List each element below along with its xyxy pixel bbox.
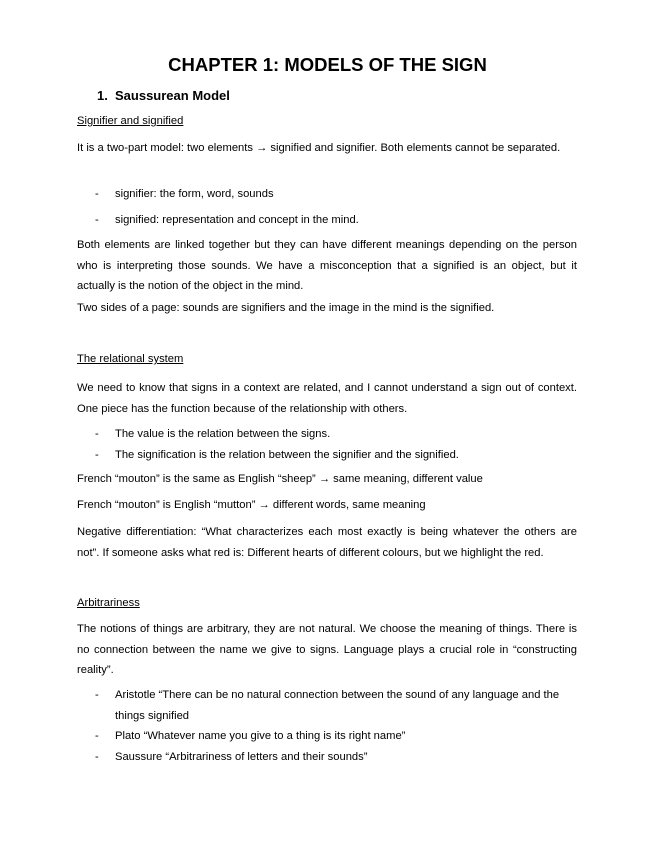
section-number: 1. xyxy=(97,88,108,103)
paragraph-arbitrary-notions: The notions of things are arbitrary, they are not natural. We choose the meaning of things. There is no connection between the name we give to signs. Language plays a crucial role in “constructing reality”. xyxy=(77,623,577,676)
bullet-dash: - xyxy=(95,750,99,763)
bullet-list-relational xyxy=(95,424,577,465)
list-item-text: Plato “Whatever name you give to a thing is its right name” xyxy=(115,730,406,742)
list-item-text: The value is the relation between the signs. xyxy=(115,428,331,440)
line-mouton-sheep: French “mouton” is the same as English “sheep” → same meaning, different value xyxy=(77,473,483,485)
list-item xyxy=(95,726,577,747)
subheading-arbitrariness: Arbitrariness xyxy=(77,597,140,609)
bullet-dash: - xyxy=(95,689,99,701)
list-item xyxy=(95,210,577,231)
bullet-dash: - xyxy=(95,188,99,200)
bullet-list-arbitrariness xyxy=(95,685,577,767)
chapter-title: CHAPTER 1: MODELS OF THE SIGN xyxy=(168,54,487,75)
bullet-dash: - xyxy=(95,428,99,440)
paragraph-two-part-model: It is a two-part model: two elements → signified and signifier. Both elements cannot be separated. xyxy=(77,142,561,154)
list-item-text: The signification is the relation between the signifier and the signified. xyxy=(115,448,459,461)
line-mouton-mutton: French “mouton” is English “mutton” → different words, same meaning xyxy=(77,499,426,511)
section-heading-saussurean xyxy=(97,88,230,103)
list-item xyxy=(95,747,577,768)
list-item xyxy=(95,445,577,466)
paragraph-negative-differentiation: Negative differentiation: “What characterizes each most exactly is being whatever the others are not”. If someone asks what red is: Different hearts of different colours, but we highlight the red. xyxy=(77,526,577,559)
list-item-text: Aristotle “There can be no natural connection between the sound of any language and the things signified xyxy=(115,689,560,722)
list-item-text: Saussure “Arbitrariness of letters and their sounds” xyxy=(115,750,368,763)
subheading-signifier-signified: Signifier and signified xyxy=(77,115,184,127)
bullet-list-signifier xyxy=(95,184,577,230)
subheading-relational-system: The relational system xyxy=(77,353,184,365)
bullet-dash: - xyxy=(95,730,99,742)
list-item xyxy=(95,184,577,205)
list-item-text: signifier: the form, word, sounds xyxy=(115,188,274,200)
list-item xyxy=(95,424,577,445)
paragraph-linked-elements: Both elements are linked together but they can have different meanings depending on the person who is interpreting those sounds. We have a misconception that a signified is an object, but it actually is the notion of the object in the mind. xyxy=(77,239,577,292)
list-item-text: signified: representation and concept in the mind. xyxy=(115,213,359,226)
section-heading-text: Saussurean Model xyxy=(115,88,230,103)
list-item xyxy=(95,685,577,726)
paragraph-two-sides: Two sides of a page: sounds are signifiers and the image in the mind is the signified. xyxy=(77,302,495,314)
bullet-dash: - xyxy=(95,448,99,461)
bullet-dash: - xyxy=(95,213,99,226)
paragraph-signs-context: We need to know that signs in a context are related, and I cannot understand a sign out of context. One piece has the function because of the relationship with others. xyxy=(77,382,577,415)
